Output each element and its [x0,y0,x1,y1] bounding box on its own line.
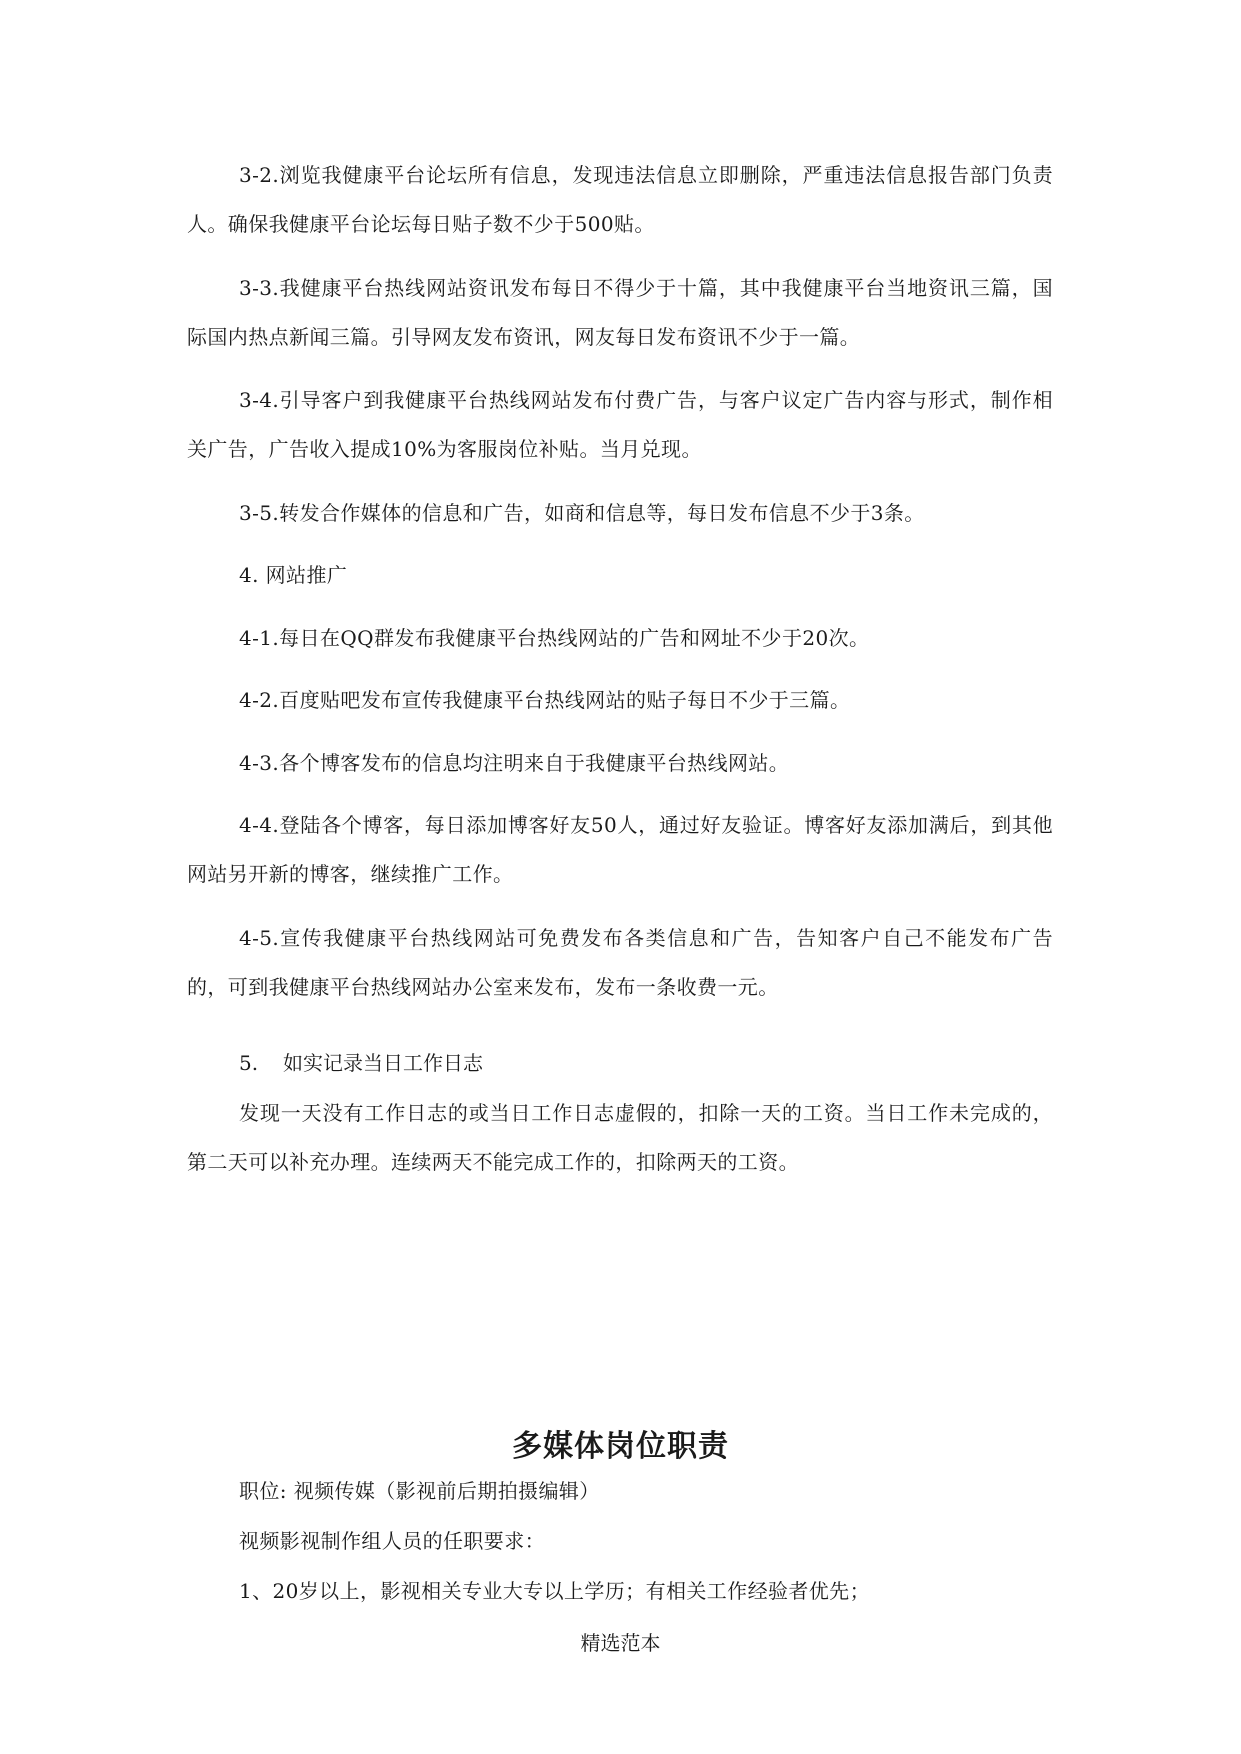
requirements-heading: 视频影视制作组人员的任职要求： [239,1529,545,1553]
paragraph-4-3: 4-3.各个博客发布的信息均注明来自于我健康平台热线网站。 [239,751,790,775]
paragraph-4-2: 4-2.百度贴吧发布宣传我健康平台热线网站的贴子每日不少于三篇。 [239,688,851,712]
paragraph-3-4: 3-4.引导客户到我健康平台热线网站发布付费广告，与客户议定广告内容与形式，制作相关广告，广告收入提成10%为客服岗位补贴。当月兑现。 [187,388,1053,461]
paragraph-4-5: 4-5.宣传我健康平台热线网站可免费发布各类信息和广告，告知客户自己不能发布广告的，可到我健康平台热线网站办公室来发布，发布一条收费一元。 [187,926,1053,999]
paragraph-4-4: 4-4.登陆各个博客，每日添加博客好友50人，通过好友验证。博客好友添加满后，到其他网站另开新的博客，继续推广工作。 [187,813,1053,886]
page-footer: 精选范本 [580,1631,661,1655]
paragraph-4-1: 4-1.每日在QQ群发布我健康平台热线网站的广告和网址不少于20次。 [239,626,870,650]
paragraph-3-2: 3-2.浏览我健康平台论坛所有信息，发现违法信息立即删除，严重违法信息报告部门负责人。确保我健康平台论坛每日贴子数不少于500贴。 [187,163,1053,236]
section-5-number: 5. [239,1051,259,1075]
section-5-heading [239,1039,483,1088]
section-5-title: 如实记录当日工作日志 [283,1051,483,1075]
requirement-item-1: 1、20岁以上，影视相关专业大专以上学历；有相关工作经验者优先； [239,1579,870,1603]
paragraph-5-body: 发现一天没有工作日志的或当日工作日志虚假的，扣除一天的工资。当日工作未完成的，第二天可以补充办理。连续两天不能完成工作的，扣除两天的工资。 [187,1101,1053,1174]
paragraph-3-5: 3-5.转发合作媒体的信息和广告，如商和信息等，每日发布信息不少于3条。 [239,501,925,525]
paragraph-3-3: 3-3.我健康平台热线网站资讯发布每日不得少于十篇，其中我健康平台当地资讯三篇，国际国内热点新闻三篇。引导网友发布资讯，网友每日发布资讯不少于一篇。 [187,276,1053,349]
section-title: 多媒体岗位职责 [512,1429,729,1464]
section-4-heading: 4. 网站推广 [239,563,348,587]
position-line: 职位: 视频传媒（影视前后期拍摄编辑） [239,1479,600,1503]
